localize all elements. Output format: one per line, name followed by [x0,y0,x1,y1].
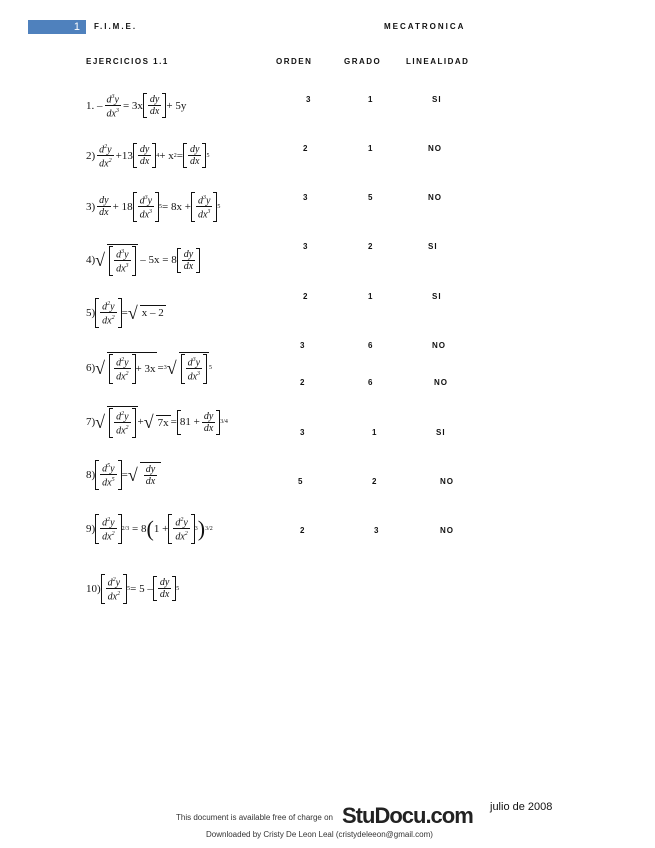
header-left: F.I.M.E. [94,22,138,31]
equation-3: 3) $\frac{dy}{dx}$ + 18 $\frac{d^3y}{dx^3}$ 5 = 8x + $\frac{d^3y}{dx^3}$ 5 [86,192,220,222]
lin-9: NO [440,526,454,535]
exercise-title: EJERCICIOS 1.1 [86,57,169,66]
studocu-logo[interactable]: StuDocu.com [342,803,473,828]
equation-9: 9) $\frac{d^2y}{dx^2}$ 2/3 = 8 ( 1 + $\frac{d^2y}{dx^2}$ 3 ) 3/2 [86,515,213,543]
equation-7: 7) √ $\frac{d^2y}{dx^2}$ + √ 7x = 81 + $\frac{dy}{dx}$ 3/4 [86,406,228,439]
orden-6b: 2 [300,378,306,387]
page-number-badge: 1 [28,20,86,34]
equation-6: 6) √ $\frac{d^2y}{dx^2}$ + 3x = 3 √ $\frac{d^3y}{dx^3}$ 5 [86,352,212,385]
lin-1: SI [432,95,442,104]
grado-8: 2 [372,477,378,486]
orden-2: 2 [303,144,309,153]
downloaded-text: Downloaded by Cristy De Leon Leal (cristydeleeon@gmail.com) [206,830,433,839]
lin-6b: NO [434,378,448,387]
grado-6a: 6 [368,341,374,350]
grado-4: 2 [368,242,374,251]
grado-5: 1 [368,292,374,301]
orden-7: 3 [300,428,306,437]
grado-2: 1 [368,144,374,153]
orden-4: 3 [303,242,309,251]
column-orden: ORDEN [276,57,313,66]
orden-9: 2 [300,526,306,535]
equation-2: 2) $\frac{d^2y}{dx^2}$ +13 $\frac{dy}{dx}$ 4 + x 2 = $\frac{dy}{dx}$ 5 [86,144,210,170]
orden-1: 3 [306,95,312,104]
grado-7: 1 [372,428,378,437]
grado-9: 3 [374,526,380,535]
column-grado: GRADO [344,57,382,66]
grado-3: 5 [368,193,374,202]
lin-6a: NO [432,341,446,350]
lin-2: NO [428,144,442,153]
equation-8: 8) $\frac{d^5y}{dx^5}$ = √ $\frac{dy}{dx}$ [86,460,161,490]
orden-5: 2 [303,292,309,301]
equation-10: 10) $\frac{d^2y}{dx^2}$ 5 = 5 – $\frac{dy}{dx}$ 5 [86,574,179,604]
orden-8: 5 [298,477,304,486]
equation-5: 5) $\frac{d^2y}{dx^2}$ = √ x – 2 [86,298,166,328]
footer-date: julio de 2008 [490,801,553,813]
equation-4: 4) √ $\frac{d^3y}{dx^3}$ – 5x = 8 $\frac{dy}{dx}$ [86,244,200,277]
orden-3: 3 [303,193,309,202]
lin-4: SI [428,242,438,251]
lin-8: NO [440,477,454,486]
grado-1: 1 [368,95,374,104]
header-right: MECATRONICA [384,22,466,31]
available-text: This document is available free of charge on [176,813,333,822]
lin-5: SI [432,292,442,301]
lin-3: NO [428,193,442,202]
orden-6a: 3 [300,341,306,350]
equation-1: 1. – $\frac{d^3y}{dx^3}$ = 3x $\frac{dy}{dx}$ + 5y [86,94,187,120]
column-linealidad: LINEALIDAD [406,57,470,66]
lin-7: SI [436,428,446,437]
grado-6b: 6 [368,378,374,387]
